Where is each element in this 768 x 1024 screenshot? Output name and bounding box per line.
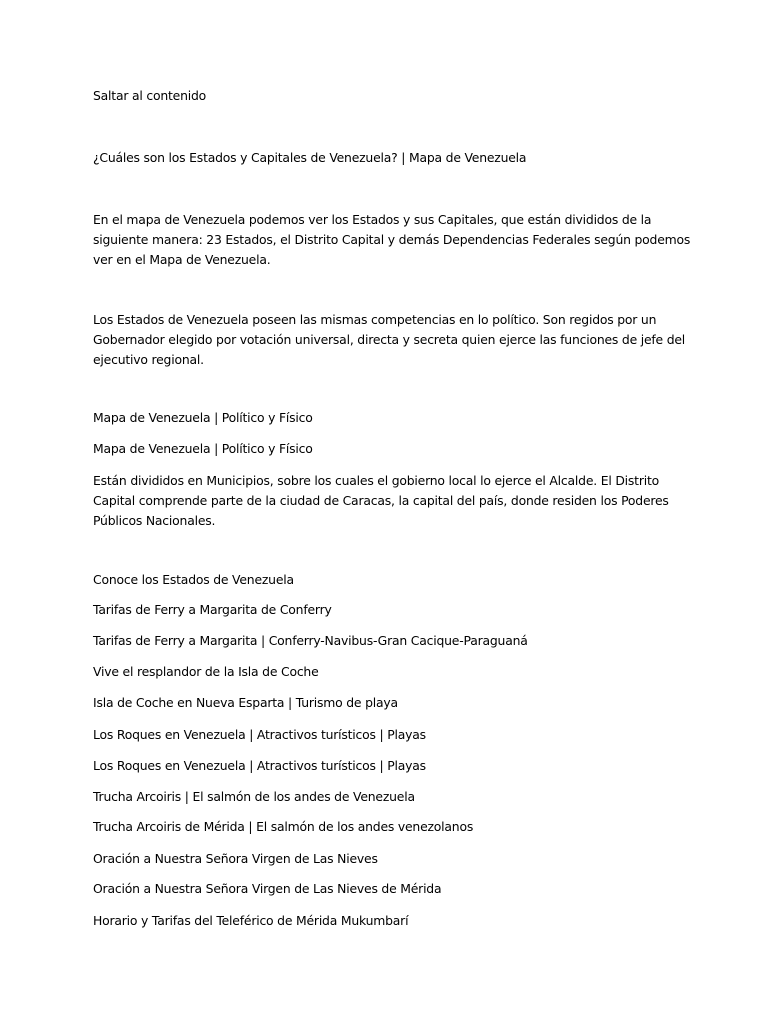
intro-line: En el mapa de Venezuela podemos ver los Estados y sus Capitales, que están divididos de la [93,212,652,227]
link-item[interactable]: Tarifas de Ferry a Margarita | Conferry-Navibus-Gran Cacique-Paraguaná [93,633,528,648]
states-line: Los Estados de Venezuela poseen las mismas competencias en lo político. Son regidos por un [93,312,657,327]
states-line: Gobernador elegido por votación universal, directa y secreta quien ejerce las funciones de jefe del [93,332,686,347]
municipios-paragraph [93,471,673,531]
municipios-line: Están divididos en Municipios, sobre los cuales el gobierno local lo ejerce el Alcalde. El Distrito [93,473,660,488]
intro-line: ver en el Mapa de Venezuela. [93,252,271,267]
link-item[interactable]: Horario y Tarifas del Teleférico de Mérida Mukumbarí [93,913,409,928]
skip-to-content-link[interactable]: Saltar al contenido [93,88,207,103]
link-item[interactable]: Conoce los Estados de Venezuela [93,572,294,587]
states-line: ejecutivo regional. [93,352,204,367]
link-item[interactable]: Trucha Arcoiris de Mérida | El salmón de los andes venezolanos [93,819,474,834]
link-item[interactable]: Trucha Arcoiris | El salmón de los andes de Venezuela [93,789,415,804]
link-item[interactable]: Oración a Nuestra Señora Virgen de Las Nieves de Mérida [93,881,442,896]
map-caption: Mapa de Venezuela | Político y Físico [93,441,313,456]
link-item[interactable]: Vive el resplandor de la Isla de Coche [93,664,319,679]
map-caption: Mapa de Venezuela | Político y Físico [93,410,313,425]
link-item[interactable]: Isla de Coche en Nueva Esparta | Turismo de playa [93,695,398,710]
intro-paragraph [93,210,691,270]
link-item[interactable]: Los Roques en Venezuela | Atractivos turísticos | Playas [93,727,426,742]
municipios-line: Capital comprende parte de la ciudad de Caracas, la capital del país, donde residen los Poderes [93,493,669,508]
intro-line: siguiente manera: 23 Estados, el Distrito Capital y demás Dependencias Federales según podemos [93,232,691,247]
states-paragraph [93,310,686,370]
link-item[interactable]: Tarifas de Ferry a Margarita de Conferry [93,602,332,617]
page-title: ¿Cuáles son los Estados y Capitales de Venezuela? | Mapa de Venezuela [93,150,527,165]
link-item[interactable]: Los Roques en Venezuela | Atractivos turísticos | Playas [93,758,426,773]
link-item[interactable]: Oración a Nuestra Señora Virgen de Las Nieves [93,851,378,866]
municipios-line: Públicos Nacionales. [93,513,216,528]
